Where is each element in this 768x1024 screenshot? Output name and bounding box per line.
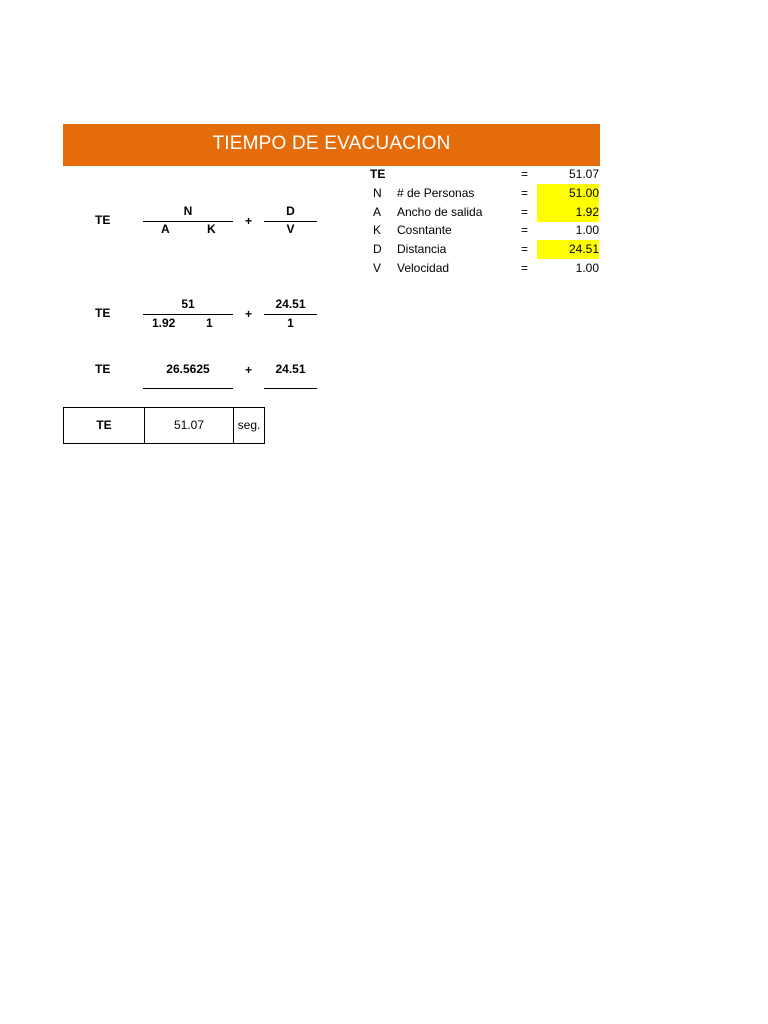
substituted-fraction-line-2 bbox=[264, 314, 317, 315]
title-banner bbox=[63, 124, 600, 166]
param-row-te bbox=[370, 165, 600, 184]
param-name: Distancia bbox=[397, 242, 447, 256]
param-equals: = bbox=[521, 242, 529, 256]
param-symbol: A bbox=[373, 205, 382, 219]
substituted-numerator-d: 24.51 bbox=[275, 297, 306, 311]
param-name: # de Personas bbox=[397, 186, 475, 200]
substituted-numerator-n: 51 bbox=[181, 297, 195, 311]
param-value-highlighted[interactable]: 51.00 bbox=[537, 184, 599, 203]
param-equals: = bbox=[521, 223, 529, 237]
param-symbol: N bbox=[373, 186, 382, 200]
param-value: 1.00 bbox=[575, 223, 599, 237]
formula-plus: + bbox=[245, 214, 253, 228]
substituted-plus: + bbox=[245, 307, 253, 321]
formula-denominator-k: K bbox=[207, 222, 216, 236]
param-row-d bbox=[370, 240, 600, 259]
param-value: 1.00 bbox=[575, 261, 599, 275]
partial-term-2: 24.51 bbox=[275, 362, 306, 376]
substituted-fraction-line-1 bbox=[143, 314, 233, 315]
formula-denominator-a: A bbox=[161, 222, 170, 236]
param-name: Velocidad bbox=[397, 261, 450, 275]
param-row-v bbox=[370, 259, 600, 278]
formula-numerator-n: N bbox=[183, 204, 193, 218]
partial-line-1 bbox=[143, 388, 233, 389]
result-label: TE bbox=[96, 418, 112, 432]
param-row-k bbox=[370, 221, 600, 240]
param-name: Cosntante bbox=[397, 223, 452, 237]
result-unit: seg. bbox=[233, 408, 264, 443]
param-equals: = bbox=[521, 186, 529, 200]
result-box bbox=[63, 407, 265, 444]
substituted-denominator-k: 1 bbox=[206, 316, 213, 330]
param-row-a bbox=[370, 203, 600, 222]
partial-plus: + bbox=[245, 363, 253, 377]
partial-lhs: TE bbox=[95, 362, 111, 376]
param-symbol: K bbox=[373, 223, 382, 237]
param-name: Ancho de salida bbox=[397, 205, 483, 219]
param-equals: = bbox=[521, 167, 529, 181]
partial-term-1: 26.5625 bbox=[166, 362, 210, 376]
param-equals: = bbox=[521, 205, 529, 219]
substituted-denominator-a: 1.92 bbox=[152, 316, 176, 330]
param-symbol: TE bbox=[370, 167, 386, 181]
param-symbol: D bbox=[373, 242, 382, 256]
partial-line-2 bbox=[264, 388, 317, 389]
param-value-highlighted[interactable]: 24.51 bbox=[537, 240, 599, 259]
formula-numerator-d: D bbox=[286, 204, 295, 218]
param-equals: = bbox=[521, 261, 529, 275]
param-symbol: V bbox=[373, 261, 382, 275]
substituted-lhs: TE bbox=[95, 306, 111, 320]
param-row-n bbox=[370, 184, 600, 203]
substituted-denominator-v: 1 bbox=[287, 316, 294, 330]
page-title: TIEMPO DE EVACUACION bbox=[212, 133, 451, 154]
formula-lhs: TE bbox=[95, 213, 111, 227]
result-value: 51.07 bbox=[144, 408, 233, 443]
formula-denominator-v: V bbox=[286, 222, 295, 236]
formula-fraction-line-1 bbox=[143, 221, 233, 222]
param-value: 51.07 bbox=[568, 167, 599, 181]
param-value-highlighted[interactable]: 1.92 bbox=[537, 203, 599, 222]
